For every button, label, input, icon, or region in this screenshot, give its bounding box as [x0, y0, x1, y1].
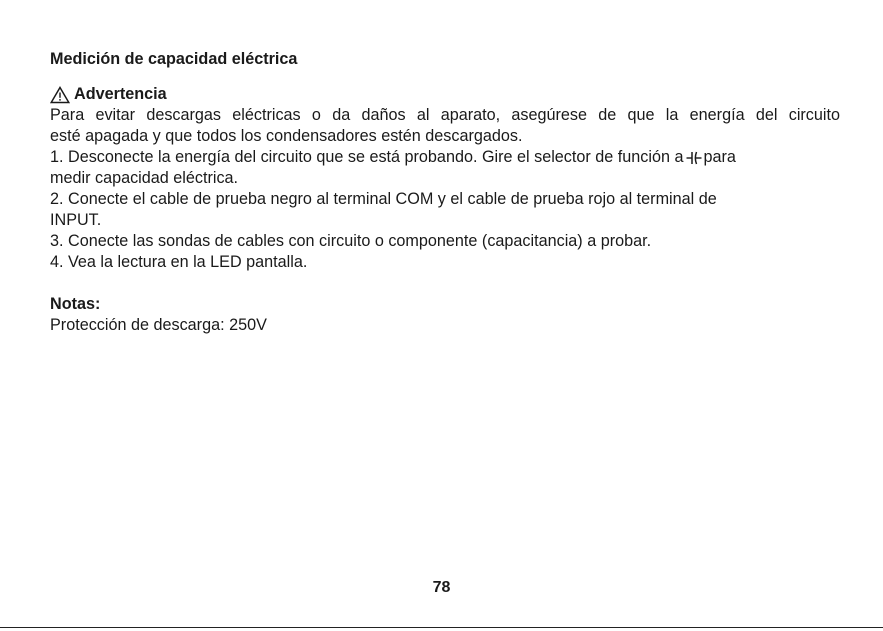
step-2-line-1: 2. Conecte el cable de prueba negro al terminal COM y el cable de prueba rojo al terminal de [50, 190, 717, 208]
page-content [50, 49, 840, 336]
notes-heading: Notas: [50, 295, 101, 313]
step-4-line-1: 4. Vea la lectura en la LED pantalla. [50, 253, 308, 271]
step-4 [50, 252, 840, 273]
step-1-line-2: medir capacidad eléctrica. [50, 169, 239, 187]
warning-label: Advertencia [74, 85, 167, 103]
warning-line-2: esté apagada y que todos los condensadores estén descargados. [50, 127, 523, 145]
bottom-divider [0, 627, 883, 628]
warning-heading [50, 84, 840, 105]
warning-triangle-icon [50, 86, 70, 104]
page-title: Medición de capacidad eléctrica [50, 50, 298, 68]
step-3 [50, 231, 840, 252]
capacitor-icon [686, 151, 702, 165]
step-3-line-1: 3. Conecte las sondas de cables con circuito o componente (capacitancia) a probar. [50, 232, 652, 250]
step-1 [50, 147, 840, 189]
page-number: 78 [432, 579, 451, 596]
step-1-line-1 [50, 147, 840, 168]
step-1-text-after: para [703, 148, 736, 166]
notes-section [50, 294, 840, 336]
warning-line-1: Para evitar descargas eléctricas o da daños al aparato, asegúrese de que la energía del circuito [50, 106, 840, 124]
step-2 [50, 189, 840, 231]
notes-text: Protección de descarga: 250V [50, 316, 267, 334]
step-2-line-2: INPUT. [50, 211, 102, 229]
step-1-text: 1. Desconecte la energía del circuito que se está probando. Gire el selector de función a [50, 148, 684, 166]
warning-text [50, 105, 840, 147]
